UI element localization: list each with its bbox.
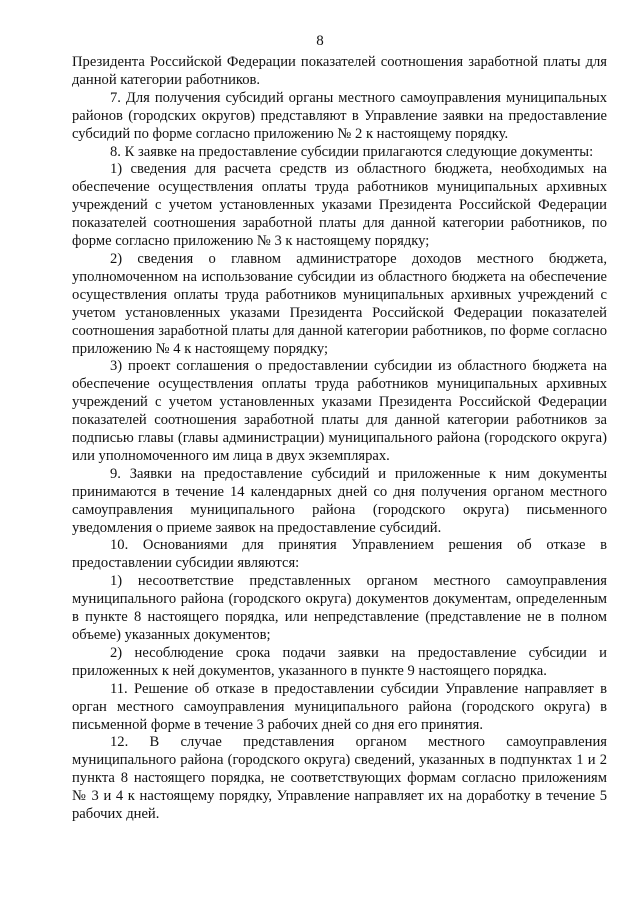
paragraph: 1) несоответствие представленных органом местного самоуправления муниципального района (городского округа) документов документам, определенным в пункте 8 настоящего порядка, или непредставление (представление не в полном объеме) указанных документов; bbox=[72, 573, 607, 643]
paragraph: 7. Для получения субсидий органы местного самоуправления муниципальных районов (городских округов) представляют в Управление заявки на предоставление субсидий по форме согласно приложению № 2 к настоящему порядку. bbox=[72, 89, 607, 142]
paragraph: 11. Решение об отказе в предоставлении субсидии Управление направляет в орган местного самоуправления муниципального района (городского округа) в письменной форме в течение 3 рабочих дней со дня его принятия. bbox=[72, 680, 607, 733]
paragraph: 2) несоблюдение срока подачи заявки на предоставление субсидии и приложенных к ней документов, указанного в пункте 9 настоящего порядка. bbox=[72, 644, 607, 679]
paragraph: 10. Основаниями для принятия Управлением решения об отказе в предоставлении субсидии являются: bbox=[72, 537, 607, 572]
paragraph: 9. Заявки на предоставление субсидий и приложенные к ним документы принимаются в течение 14 календарных дней со дня получения органом местного самоуправления муниципального района (городского округа) письменного уведомления о приеме заявок на предоставление субсидий. bbox=[72, 465, 607, 536]
page-number: 8 bbox=[316, 33, 324, 49]
paragraph: 8. К заявке на предоставление субсидии прилагаются следующие документы: bbox=[110, 143, 594, 160]
paragraph: 2) сведения о главном администраторе доходов местного бюджета, уполномоченном на использование субсидии из областного бюджета на обеспечение осуществления оплаты труда работников муниципальных архивных учреждений с учетом установленных указами Президента Российской Федерации показателей соотношения заработной платы для данной категории работников, по форме согласно приложению № 4 к настоящему порядку; bbox=[72, 250, 607, 357]
paragraph: 12. В случае представления органом местного самоуправления муниципального района (городского округа) сведений, указанных в подпунктах 1 и 2 пункта 8 настоящего порядка, не соответствующих формам согласно приложениям № 3 и 4 к настоящему порядку, Управление направляет их на доработку в течение 5 рабочих дней. bbox=[72, 734, 607, 823]
paragraph: 1) сведения для расчета средств из областного бюджета, необходимых на обеспечение осуществления оплаты труда работников муниципальных архивных учреждений с учетом установленных указами Президента Российской Федерации показателей соотношения заработной платы для данной категории работников, по форме согласно приложению № 3 к настоящему порядку; bbox=[72, 161, 607, 250]
document-body bbox=[72, 54, 607, 824]
paragraph: 3) проект соглашения о предоставлении субсидии из областного бюджета на обеспечение осуществления оплаты труда работников муниципальных архивных учреждений с учетом установленных указами Президента Российской Федерации показателей соотношения заработной платы для данной категории работников за подписью главы (главы администрации) муниципального района (городского округа) или уполномоченного им лица в двух экземплярах. bbox=[72, 358, 607, 464]
paragraph: Президента Российской Федерации показателей соотношения заработной платы для данной категории работников. bbox=[72, 54, 607, 88]
